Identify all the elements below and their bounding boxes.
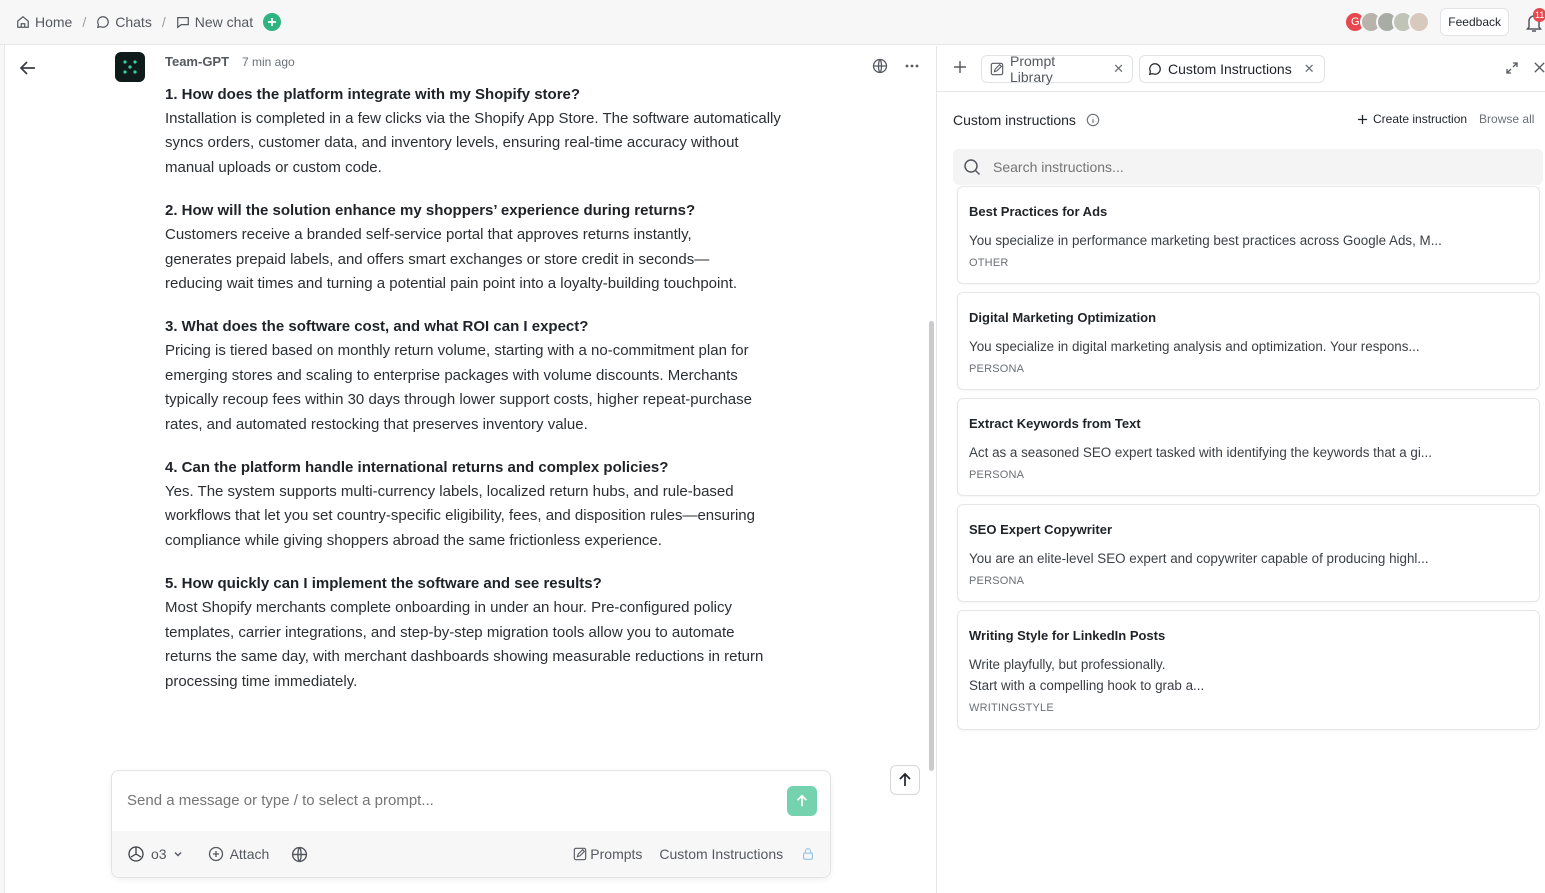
breadcrumb-home[interactable] xyxy=(16,14,72,30)
breadcrumb-new-chat[interactable] xyxy=(176,14,253,30)
qa-answer: Pricing is tiered based on monthly return volume, starting with a no-commitment plan for emerging stores and scaling to enterprise packages with volume discounts. Merchants typically recoup fees within 30 days through lower support costs, higher repeat-purchase rates, and automated restocking that preserves inventory value. xyxy=(165,342,752,433)
breadcrumb-chats-label: Chats xyxy=(115,14,152,30)
top-bar xyxy=(0,0,1545,45)
card-description: You specialize in digital marketing analysis and optimization. Your respons... xyxy=(969,339,1420,354)
qa-item xyxy=(165,455,785,553)
qa-item xyxy=(165,82,785,180)
instruction-card[interactable] xyxy=(957,504,1540,602)
search-icon xyxy=(963,158,981,176)
arrow-up-icon xyxy=(897,772,913,788)
arrow-left-icon xyxy=(18,58,40,78)
tab-prompt-library[interactable] xyxy=(981,55,1133,83)
qa-question: 5. How quickly can I implement the software and see results? xyxy=(165,575,602,593)
breadcrumb-home-label: Home xyxy=(35,14,73,30)
close-icon[interactable]: ✕ xyxy=(1113,61,1124,76)
qa-question: 2. How will the solution enhance my shoppers’ experience during returns? xyxy=(165,202,696,220)
message-input[interactable] xyxy=(127,792,767,809)
composer-toolbar xyxy=(112,831,830,877)
card-description: You specialize in performance marketing best practices across Google Ads, M... xyxy=(969,233,1442,248)
qa-question: 4. Can the platform handle international returns and complex policies? xyxy=(165,459,669,477)
close-panel-icon[interactable] xyxy=(1533,61,1545,74)
chat-bubble-icon xyxy=(96,15,110,29)
collaborator-avatars[interactable] xyxy=(1344,11,1430,33)
chat-area xyxy=(6,46,936,893)
message-content xyxy=(165,82,785,712)
card-description: Write playfully, but professionally. Start with a compelling hook to grab a... xyxy=(969,657,1205,693)
qa-question: 3. What does the software cost, and what ROI can I expect? xyxy=(165,318,589,336)
search-input[interactable] xyxy=(993,159,1493,175)
plus-icon xyxy=(1357,114,1368,125)
model-name: o3 xyxy=(151,846,167,862)
card-description: Act as a seasoned SEO expert tasked with identifying the keywords that a gi... xyxy=(969,445,1432,460)
card-title: SEO Expert Copywriter xyxy=(969,522,1113,537)
feedback-button[interactable]: Feedback xyxy=(1440,8,1509,36)
openai-icon xyxy=(127,845,145,863)
breadcrumb-separator: / xyxy=(161,14,166,30)
message-composer xyxy=(111,770,831,878)
top-right-controls xyxy=(1344,7,1545,37)
qa-question: 1. How does the platform integrate with my Shopify store? xyxy=(165,86,581,103)
instruction-card[interactable] xyxy=(957,292,1540,390)
more-options-icon[interactable] xyxy=(904,58,920,74)
qa-answer: Most Shopify merchants complete onboarding in under an hour. Pre-configured policy templates, carrier integrations, and step-by-step migration tools allow you to automate returns the same day, with merchant dashboards showing measurable reductions in return processing time immediately. xyxy=(165,599,764,690)
attach-button[interactable] xyxy=(208,846,270,862)
avatar[interactable]: G xyxy=(1344,11,1366,33)
chat-bubble-icon xyxy=(1148,62,1162,76)
message-square-icon xyxy=(176,15,190,29)
card-title: Writing Style for LinkedIn Posts xyxy=(969,628,1166,643)
custom-instructions-button[interactable] xyxy=(659,846,783,862)
message-timestamp: 7 min ago xyxy=(242,55,295,69)
chat-scrollbar[interactable] xyxy=(929,321,934,771)
card-category: OTHER xyxy=(969,257,1009,269)
side-panel xyxy=(936,46,1545,893)
model-selector[interactable] xyxy=(127,845,183,863)
custom-instructions-label: Custom Instructions xyxy=(659,846,784,862)
message-tools xyxy=(872,58,920,74)
instruction-card[interactable] xyxy=(957,186,1540,284)
card-description: You are an elite-level SEO expert and copywriter capable of producing highl... xyxy=(969,551,1429,566)
lock-toggle[interactable] xyxy=(801,847,815,861)
arrow-up-icon xyxy=(795,794,809,808)
edit-square-icon xyxy=(573,847,587,861)
breadcrumb-new-chat-label: New chat xyxy=(194,14,254,30)
card-title: Digital Marketing Optimization xyxy=(969,310,1157,325)
breadcrumb xyxy=(16,12,281,32)
instruction-list xyxy=(957,186,1540,738)
web-search-toggle[interactable] xyxy=(291,846,308,863)
create-instruction-button[interactable] xyxy=(1357,112,1467,126)
scroll-to-top-button[interactable] xyxy=(890,765,920,795)
globe-icon[interactable] xyxy=(872,58,888,74)
home-icon xyxy=(16,15,30,29)
card-category: PERSONA xyxy=(969,575,1025,587)
info-icon[interactable] xyxy=(1086,113,1100,127)
tab-custom-instructions[interactable] xyxy=(1139,55,1325,83)
card-category: PERSONA xyxy=(969,469,1025,481)
attach-label: Attach xyxy=(229,846,270,862)
tab-label: Prompt Library xyxy=(1010,53,1056,85)
edit-square-icon xyxy=(990,62,1004,76)
qa-item xyxy=(165,198,785,296)
chevron-down-icon xyxy=(173,849,183,859)
left-edge xyxy=(0,45,5,893)
instruction-search xyxy=(953,149,1543,185)
card-title: Best Practices for Ads xyxy=(969,204,1108,219)
panel-tabs xyxy=(937,46,1545,92)
qa-item xyxy=(165,571,785,694)
notifications-button[interactable] xyxy=(1525,10,1545,34)
breadcrumb-separator: / xyxy=(82,14,87,30)
instruction-card[interactable] xyxy=(957,610,1540,730)
add-tab-button[interactable] xyxy=(953,60,967,74)
new-chat-button[interactable] xyxy=(263,13,281,31)
qa-answer: Yes. The system supports multi-currency labels, localized return hubs, and rule-based workflows that let you set country-specific eligibility, fees, and disposition rules—ensuring compliance while giving shoppers abroad the same frictionless experience. xyxy=(165,483,755,549)
card-category: WRITINGSTYLE xyxy=(969,702,1054,714)
plus-circle-icon xyxy=(208,846,224,862)
prompts-button[interactable] xyxy=(573,846,642,862)
card-category: PERSONA xyxy=(969,363,1025,375)
qa-answer: Installation is completed in a few clicks via the Shopify App Store. The software automatically syncs orders, customer data, and inventory levels, ensuring real-time accuracy without manual uploads or custom code. xyxy=(165,110,781,176)
send-button[interactable] xyxy=(787,786,817,816)
team-gpt-logo-icon xyxy=(122,59,138,75)
panel-title xyxy=(953,112,1100,128)
lock-icon xyxy=(801,847,815,861)
globe-icon xyxy=(291,846,308,863)
browse-all-link[interactable]: Browse all xyxy=(1479,112,1535,126)
create-instruction-label: Create instruction xyxy=(1373,112,1468,126)
qa-answer: Customers receive a branded self-service portal that approves returns instantly, generates prepaid labels, and offers smart exchanges or store credit in seconds—reducing wait times and turning a potential pain point into a loyalty-building touchpoint. xyxy=(165,226,738,293)
qa-item xyxy=(165,314,785,437)
breadcrumb-chats[interactable] xyxy=(96,14,152,30)
avatar[interactable] xyxy=(1408,11,1430,33)
notification-badge: 11 xyxy=(1535,10,1545,20)
panel-title-label: Custom instructions xyxy=(953,112,1076,128)
close-icon[interactable]: ✕ xyxy=(1303,61,1315,76)
prompts-label: Prompts xyxy=(590,846,643,862)
panel-actions xyxy=(1357,112,1534,126)
card-title: Extract Keywords from Text xyxy=(969,416,1141,431)
bot-avatar xyxy=(115,52,145,82)
message-author: Team-GPT xyxy=(165,54,230,69)
tab-label: Custom Instructions xyxy=(1168,61,1292,77)
expand-icon[interactable] xyxy=(1505,61,1519,75)
back-button[interactable] xyxy=(18,58,40,78)
instruction-card[interactable] xyxy=(957,398,1540,496)
